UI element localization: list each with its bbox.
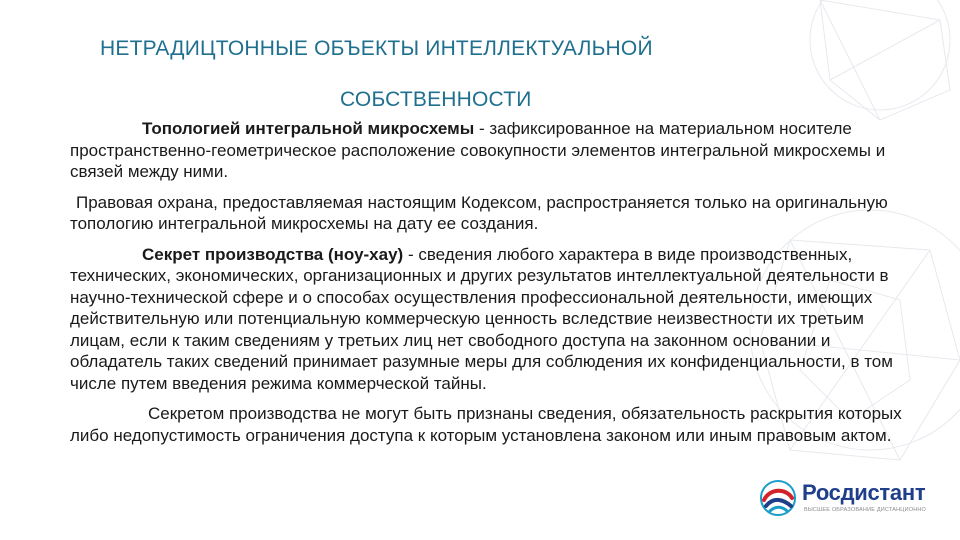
- rosdistant-logo-subtitle: ВЫСШЕЕ ОБРАЗОВАНИЕ ДИСТАНЦИОННО: [804, 507, 927, 513]
- paragraph-legal-protection: Правовая охрана, предоставляемая настоящим Кодексом, распространяется только на оригинальную топологию интегральной микросхемы на дату ее создания.: [70, 192, 888, 233]
- definition-know-how: - сведения любого характера в виде производственных, технических, экономических, организационных и других результатов интеллектуальной деятельности в научно-технической сфере и о способах осуществления профессиональной деятельности, имеющих действительную или потенциальную коммерческую ценность вследствие неизвестности их третьим лицам, если к таким сведениям у третьих лиц нет свободного доступа на законном основании и обладатель таких сведений принимает разумные меры для соблюдения их конфиденциальности, в том числе путем введения режима коммерческой тайны.: [70, 244, 893, 393]
- rosdistant-logo: [758, 476, 938, 520]
- paragraph-know-how: [70, 244, 910, 395]
- term-know-how: Секрет производства (ноу-хау): [142, 244, 404, 264]
- slide-body: [70, 118, 910, 446]
- paragraph-topology: [70, 118, 910, 183]
- definition-topology: - зафиксированное на материальном носителе пространственно-геометрическое расположение совокупности элементов интегральной микросхемы и связей между ними.: [70, 119, 886, 181]
- rosdistant-logo-name: Росдистант: [802, 480, 926, 505]
- rosdistant-logo-icon: [758, 478, 798, 518]
- slide-title-line-2: СОБСТВЕННОСТИ: [340, 88, 532, 111]
- paragraph-know-how-exclusion: Секретом производства не могут быть признаны сведения, обязательность раскрытия которых либо недопустимость ограничения доступа к которым установлена законом или иным правовым актом.: [70, 404, 902, 445]
- term-topology: Топологией интегральной микросхемы: [142, 119, 475, 138]
- slide-title-line-1: НЕТРАДИЦТОННЫЕ ОБЪЕКТЫ ИНТЕЛЛЕКТУАЛЬНОЙ: [100, 37, 653, 60]
